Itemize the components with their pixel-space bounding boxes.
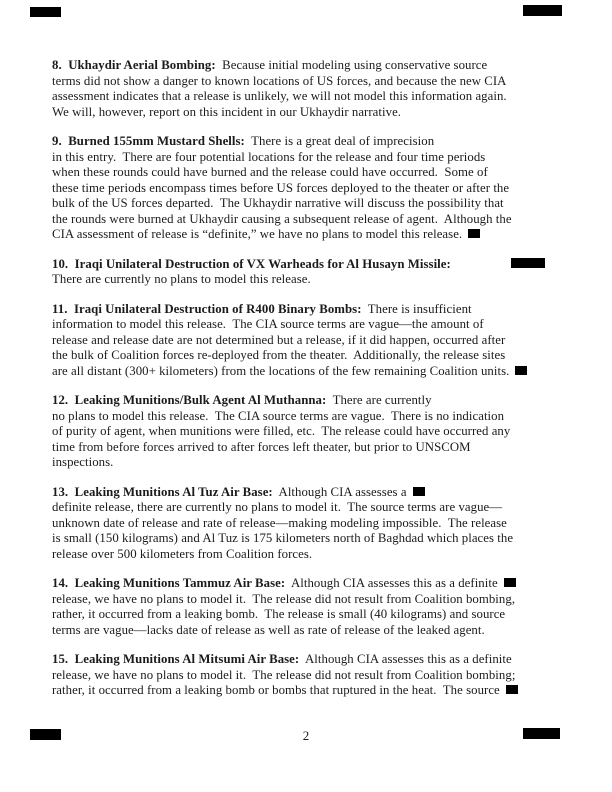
text-line: rather, it occurred from a leaking bomb. The release is small (40 kilograms) and source <box>52 607 506 621</box>
paragraph <box>52 58 588 120</box>
redaction-mark-top-right <box>523 5 562 16</box>
text-line: information to model this release. The CIA source terms are vague—the amount of <box>52 317 484 331</box>
paragraph <box>52 652 588 699</box>
text-line: inspections. <box>52 455 114 469</box>
text-line: 12. Leaking Munitions/Bulk Agent Al Muthanna: There are currently <box>52 393 432 407</box>
text-line: rather, it occurred from a leaking bomb or bombs that ruptured in the heat. The source <box>52 683 588 699</box>
text-line: no plans to model this release. The CIA source terms are vague. There is no indication <box>52 408 505 423</box>
paragraph <box>52 485 588 563</box>
text-line: We will, however, report on this incident in our Ukhaydir narrative. <box>52 104 402 119</box>
text-line: terms did not show a danger to known locations of US forces, and because the new CIA <box>52 73 507 88</box>
paragraph-heading: 10. Iraqi Unilateral Destruction of VX Warheads for Al Husayn Missile: <box>52 256 451 271</box>
redaction-mark <box>511 258 545 268</box>
redaction-mark <box>506 685 518 694</box>
page-number: 2 <box>302 728 310 743</box>
paragraph-heading: 11. Iraqi Unilateral Destruction of R400 Binary Bombs: <box>52 301 362 316</box>
text-line: these time periods encompass times before US forces deployed to the theater or after the <box>52 180 510 195</box>
text-line: CIA assessment of release is “definite,” we have no plans to model this release. <box>52 227 588 243</box>
redaction-mark <box>504 578 516 587</box>
redaction-mark <box>468 229 480 238</box>
text-line: in this entry. There are four potential locations for the release and four time periods <box>52 149 486 164</box>
paragraph <box>52 134 588 243</box>
paragraph <box>52 576 588 638</box>
text-line: 15. Leaking Munitions Al Mitsumi Air Base: Although CIA assesses this as a definite <box>52 652 512 666</box>
paragraph <box>52 302 588 380</box>
text-line: assessment indicates that a release is unlikely, we will not model this information again. <box>52 89 507 103</box>
paragraph-heading: 14. Leaking Munitions Tammuz Air Base: <box>52 576 286 590</box>
paragraph-heading: 9. Burned 155mm Mustard Shells: <box>52 134 245 148</box>
text-line: release, we have no plans to model it. The release did not result from Coalition bombing, <box>52 591 516 606</box>
text-line: release, we have no plans to model it. The release did not result from Coalition bombing; <box>52 667 516 682</box>
text-line: 9. Burned 155mm Mustard Shells: There is a great deal of imprecision <box>52 134 435 148</box>
text-line: the rounds were burned at Ukhaydir causing a subsequent release of agent. Although the <box>52 211 512 226</box>
text-line: release and release date are not determined but a release, if it did happen, occurred after <box>52 332 506 347</box>
text-line: bulk of the US forces departed. The Ukhaydir narrative will discuss the possibility that <box>52 196 504 210</box>
text-line: There are currently no plans to model this release. <box>52 272 311 286</box>
redaction-mark-top-left <box>30 7 61 17</box>
paragraph-heading: 13. Leaking Munitions Al Tuz Air Base: <box>52 484 273 499</box>
document-body <box>52 58 588 713</box>
paragraph-heading: 8. Ukhaydir Aerial Bombing: <box>52 58 216 72</box>
paragraph <box>52 257 588 288</box>
text-line: 11. Iraqi Unilateral Destruction of R400 Binary Bombs: There is insufficient <box>52 301 472 316</box>
redaction-mark-bottom-left <box>30 729 61 740</box>
text-line: release over 500 kilometers from Coalition forces. <box>52 546 313 561</box>
paragraph-heading: 12. Leaking Munitions/Bulk Agent Al Muthanna: <box>52 393 327 407</box>
text-line: 8. Ukhaydir Aerial Bombing: Because initial modeling using conservative source <box>52 58 488 72</box>
redaction-mark <box>413 487 425 496</box>
text-line: 13. Leaking Munitions Al Tuz Air Base: Although CIA assesses a <box>52 485 588 501</box>
text-line: 14. Leaking Munitions Tammuz Air Base: Although CIA assesses this as a definite <box>52 576 588 592</box>
text-line: when these rounds could have burned and the release could have occurred. Some of <box>52 165 488 179</box>
text-line: the bulk of Coalition forces re-deployed from the theater. Additionally, the release sites <box>52 348 506 362</box>
redaction-mark-bottom-right <box>523 728 560 739</box>
paragraph <box>52 393 588 471</box>
text-line: time from before forces arrived to after forces left theater, but prior to UNSCOM <box>52 439 471 454</box>
text-line: terms are vague—lacks date of release as well as rate of release of the leaked agent. <box>52 622 485 637</box>
text-line: is small (150 kilograms) and Al Tuz is 175 kilometers north of Baghdad which places the <box>52 531 514 545</box>
text-line <box>52 257 588 273</box>
text-line: definite release, there are currently no plans to model it. The source terms are vague— <box>52 500 503 514</box>
text-line: of purity of agent, when munitions were filled, etc. The release could have occurred any <box>52 424 511 438</box>
text-line: unknown date of release and rate of release—making modeling impossible. The release <box>52 515 507 530</box>
redaction-mark <box>515 366 527 375</box>
text-line: are all distant (300+ kilometers) from the locations of the few remaining Coalition units. <box>52 364 588 380</box>
paragraph-heading: 15. Leaking Munitions Al Mitsumi Air Base: <box>52 652 300 666</box>
